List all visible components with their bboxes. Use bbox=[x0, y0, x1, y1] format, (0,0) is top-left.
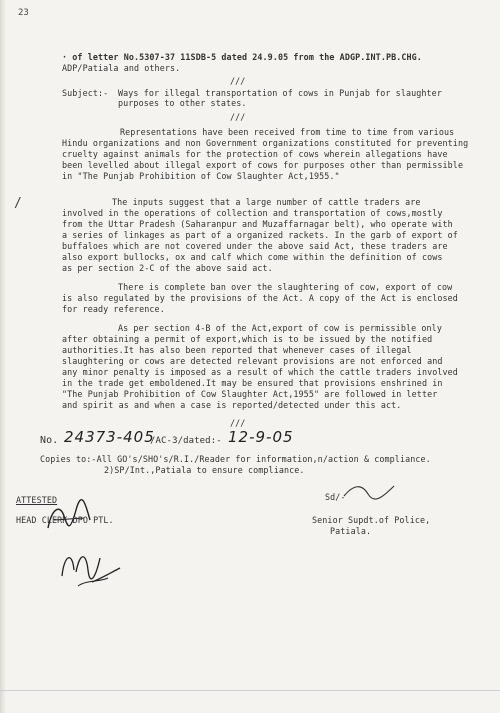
para4-line: slaughtering or cows are detected relevant provisions are not enforced and bbox=[62, 356, 443, 366]
para4-line: authorities.It has also been reported that whenever cases of illegal bbox=[62, 345, 412, 355]
separator: /// bbox=[230, 76, 246, 86]
para4-line: any minor penalty is imposed as a result of which the cattle traders involved bbox=[62, 367, 458, 377]
endorsement-prefix: No. bbox=[40, 435, 59, 446]
copy-line-2: 2)SP/Int.,Patiala to ensure compliance. bbox=[104, 465, 305, 475]
para1-line: in "The Punjab Prohibition of Cow Slaughter Act,1955." bbox=[62, 171, 340, 181]
para2-line: The inputs suggest that a large number of cattle traders are bbox=[112, 197, 421, 207]
endorsement-date-handwritten: 12-9-05 bbox=[228, 428, 294, 446]
copy-line-1: Copies to:-All GO's/SHO's/R.I./Reader for information,n/action & compliance. bbox=[40, 454, 431, 464]
office-right-1: Senior Supdt.of Police, bbox=[312, 515, 431, 525]
separator-b: /// bbox=[230, 112, 246, 122]
para1-line: Hindu organizations and non Government organizations constituted for preventing bbox=[62, 138, 469, 148]
para2-line: also export bullocks, ox and calf which come within the definition of cows bbox=[62, 252, 443, 262]
handwritten-initials-scribble bbox=[56, 542, 126, 592]
separator-c: /// bbox=[230, 418, 246, 428]
endorsement-mid: /AC-3/dated:- bbox=[150, 436, 222, 446]
reference-line: · of letter No.5307-37 11SDB-5 dated 24.9.05 from the ADGP.INT.PB.CHG. bbox=[62, 52, 422, 62]
para2-line: a series of linkages as part of a organized rackets. In the garb of export of bbox=[62, 230, 458, 240]
office-left: HEAD CLERK DPO PTL. bbox=[16, 515, 114, 525]
subject-label: Subject:- bbox=[62, 88, 109, 98]
attested-label: ATTESTED bbox=[16, 495, 58, 505]
right-signature-sd: Sd/- bbox=[325, 492, 346, 502]
para2-line: from the Uttar Pradesh (Saharanpur and Muzaffarnagar belt), who operate with bbox=[62, 219, 453, 229]
corner-mark: 23 bbox=[18, 8, 29, 18]
right-signature-scribble bbox=[340, 480, 400, 502]
office-right-2: Patiala. bbox=[330, 526, 372, 536]
para4-line: As per section 4-B of the Act,export of cow is permissible only bbox=[118, 323, 442, 333]
subject-text-1: Ways for illegal transportation of cows in Punjab for slaughter bbox=[118, 88, 442, 98]
para3-line: There is complete ban over the slaughtering of cow, export of cow bbox=[118, 282, 453, 292]
para4-line: and spirit as and when a case is reported/detected under this act. bbox=[62, 400, 402, 410]
para2-line: involved in the operations of collection and transportation of cows,mostly bbox=[62, 208, 443, 218]
subject-text-2: purposes to other states. bbox=[118, 98, 247, 108]
para2-line: buffaloes which are not covered under the above said Act, these traders are bbox=[62, 241, 448, 251]
para3-line: is also regulated by the provisions of the Act. A copy of the Act is enclosed bbox=[62, 293, 458, 303]
para2-line: as per section 2-C of the above said act. bbox=[62, 263, 273, 273]
para4-line: after obtaining a permit of export,which is to be issued by the notified bbox=[62, 334, 433, 344]
scan-edge-shadow bbox=[0, 0, 6, 713]
para4-line: "The Punjab Prohibition of Cow Slaughter Act,1955" are followed in letter bbox=[62, 389, 438, 399]
scan-bottom-edge bbox=[0, 690, 500, 691]
endorsement-number-handwritten: 24373-405 bbox=[64, 428, 155, 446]
para3-line: for ready reference. bbox=[62, 304, 165, 314]
para1-line: cruelty against animals for the protection of cows wherein allegations have bbox=[62, 149, 448, 159]
reference-line-2: ADP/Patiala and others. bbox=[62, 63, 181, 73]
margin-tick-mark: / bbox=[14, 196, 22, 211]
para4-line: in the trade get emboldened.It may be ensured that provisions enshrined in bbox=[62, 378, 443, 388]
para1-line: Representations have been received from time to time from various bbox=[120, 127, 455, 137]
para1-line: been levelled about illegal export of cows for purposes other than permissible bbox=[62, 160, 464, 170]
